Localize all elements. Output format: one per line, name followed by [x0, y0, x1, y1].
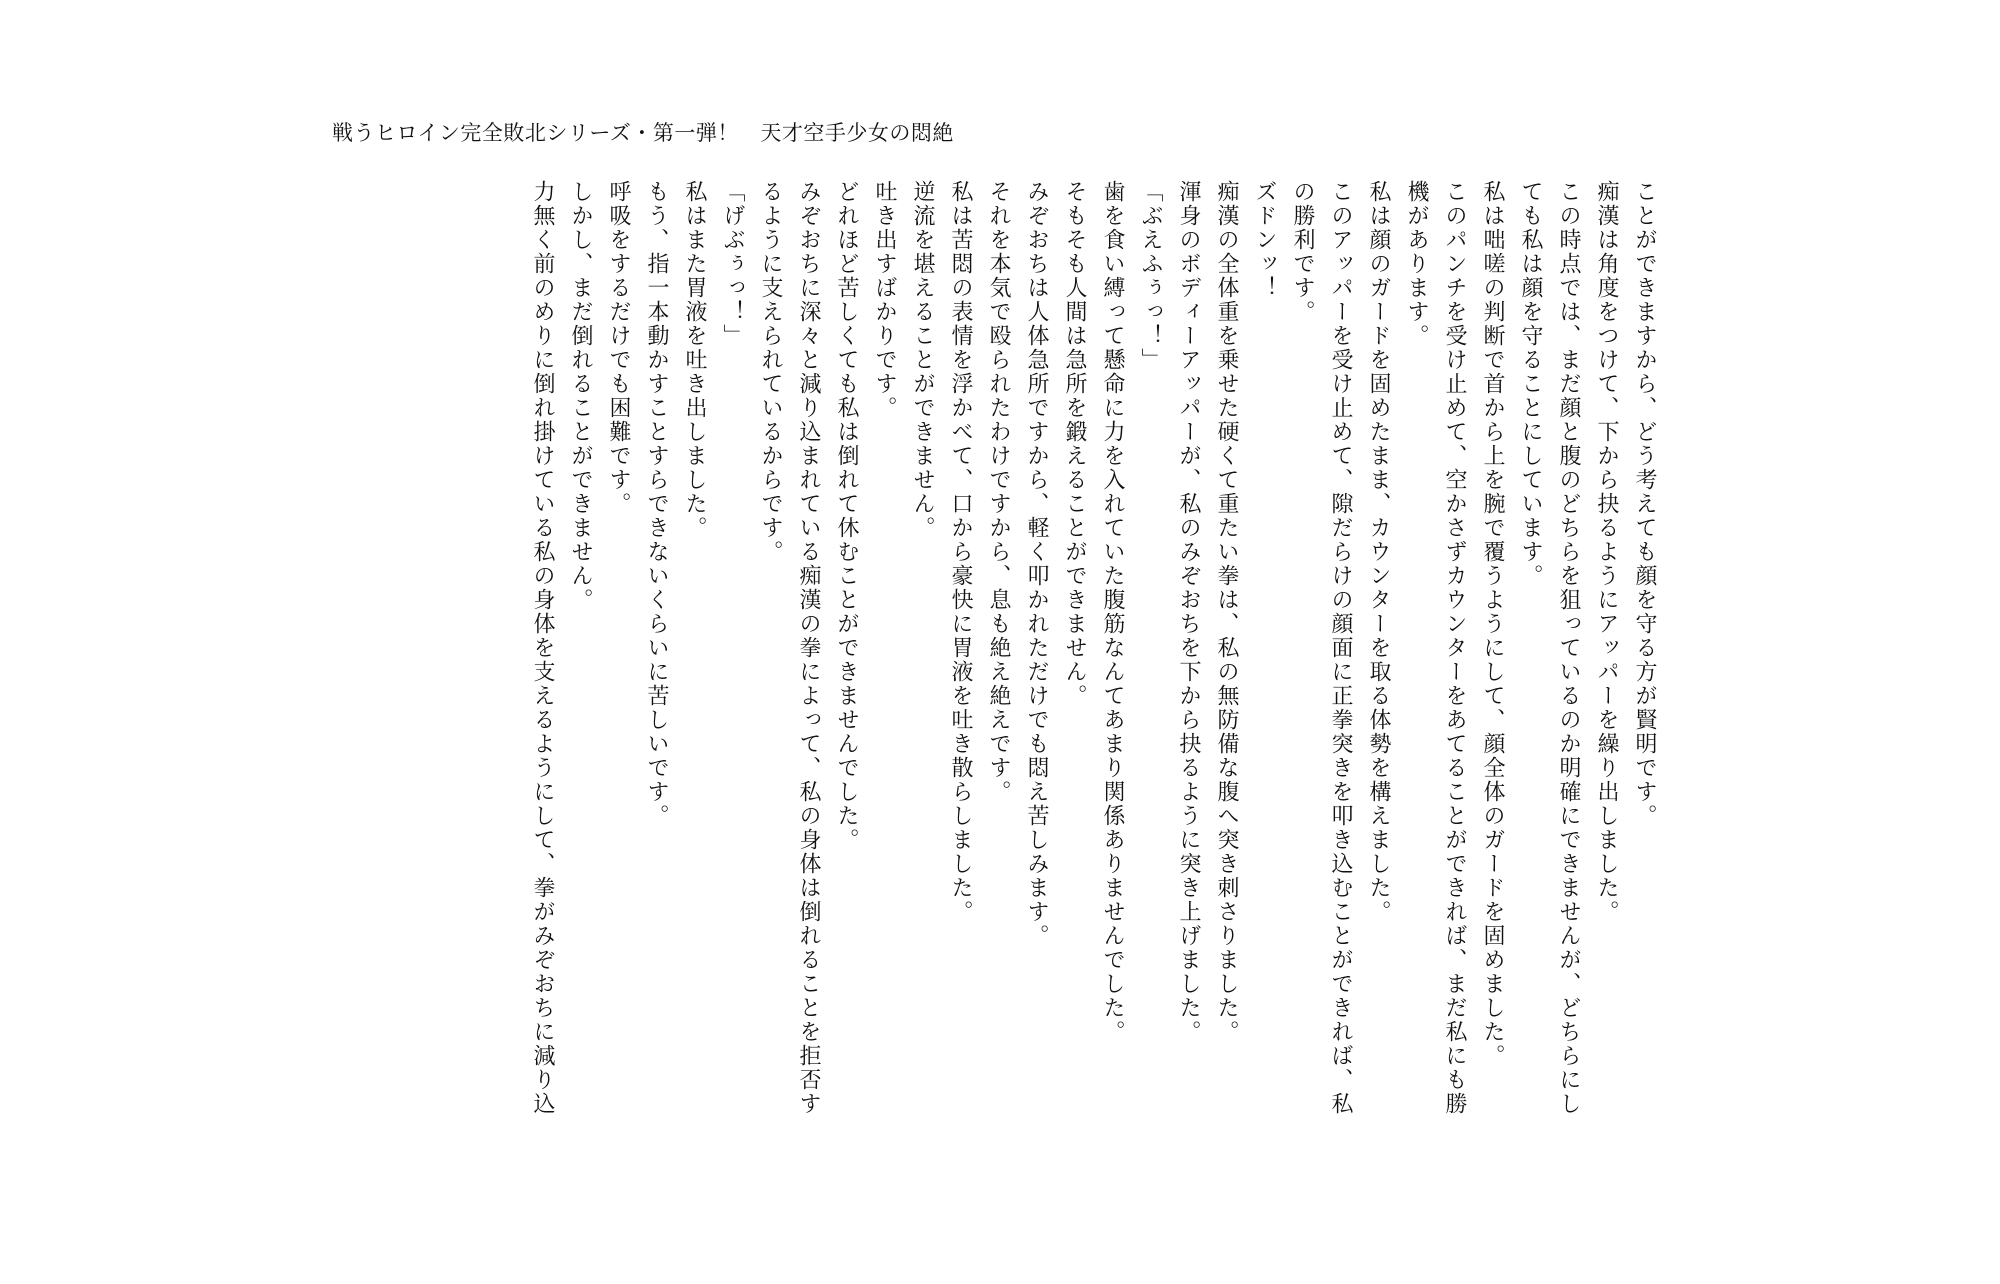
- text-line: 逆流を堪えることができません。: [910, 180, 935, 540]
- text-line: 私はまた胃液を吐き出しました。: [682, 180, 707, 540]
- text-line: ズドンッ！: [1252, 180, 1277, 300]
- text-line: 私は咄嗟の判断で首から上を腕で覆うようにして、顔全体のガードを固めました。: [1480, 180, 1505, 1068]
- text-line: このアッパーを受け止めて、隙だらけの顔面に正拳突きを叩き込むことができれば、私: [1328, 180, 1353, 1116]
- text-line: みぞおちは人体急所ですから、軽く叩かれただけでも悶え苦しみます。: [1024, 180, 1049, 948]
- text-line: 私は顔のガードを固めたまま、カウンターを取る体勢を構えました。: [1366, 180, 1391, 924]
- text-line: 痴漢の全体重を乗せた硬くて重たい拳は、私の無防備な腹へ突き刺さりました。: [1214, 180, 1239, 1044]
- text-line: 力無く前のめりに倒れ掛けている私の身体を支えるようにして、拳がみぞおちに減り込: [530, 180, 555, 1116]
- text-line: 私は苦悶の表情を浮かべて、口から豪快に胃液を吐き散らしました。: [948, 180, 973, 924]
- text-line: 痴漢は角度をつけて、下から抉るようにアッパーを繰り出しました。: [1594, 180, 1619, 924]
- text-line: 渾身のボディーアッパーが、私のみぞおちを下から抉るように突き上げました。: [1176, 180, 1201, 1044]
- text-line: 歯を食い縛って懸命に力を入れていた腹筋なんてあまり関係ありませんでした。: [1100, 180, 1125, 1044]
- text-line: もう、指一本動かすことすらできないくらいに苦しいです。: [644, 180, 669, 828]
- text-line: しかし、まだ倒れることができません。: [568, 180, 593, 612]
- text-line: 呼吸をするだけでも困難です。: [606, 180, 631, 516]
- running-header: 戦うヒロイン完全敗北シリーズ・第一弾！ 天才空手少女の悶絶: [332, 121, 954, 145]
- text-line: の勝利です。: [1290, 180, 1315, 324]
- text-line: 「ぶえふぅっ！」: [1138, 180, 1163, 372]
- text-line: みぞおちに深々と減り込まれている痴漢の拳によって、私の身体は倒れることを拒否す: [796, 180, 821, 1116]
- text-line: 機があります。: [1404, 180, 1429, 348]
- text-line: るように支えられているからです。: [758, 180, 783, 564]
- text-line: 吐き出すばかりです。: [872, 180, 897, 420]
- text-line: ことができますから、どう考えても顔を守る方が賢明です。: [1632, 180, 1657, 828]
- text-line: 「げぶぅっ！」: [720, 180, 745, 348]
- text-line: この時点では、まだ顔と腹のどちらを狙っているのか明確にできませんが、どちらにし: [1556, 180, 1581, 1116]
- text-line: そもそも人間は急所を鍛えることができません。: [1062, 180, 1087, 708]
- text-line: どれほど苦しくても私は倒れて休むことができませんでした。: [834, 180, 859, 852]
- text-line: それを本気で殴られたわけですから、息も絶え絶えです。: [986, 180, 1011, 804]
- text-line: このパンチを受け止めて、空かさずカウンターをあてることができれば、まだ私にも勝: [1442, 180, 1467, 1116]
- text-line: ても私は顔を守ることにしています。: [1518, 180, 1543, 588]
